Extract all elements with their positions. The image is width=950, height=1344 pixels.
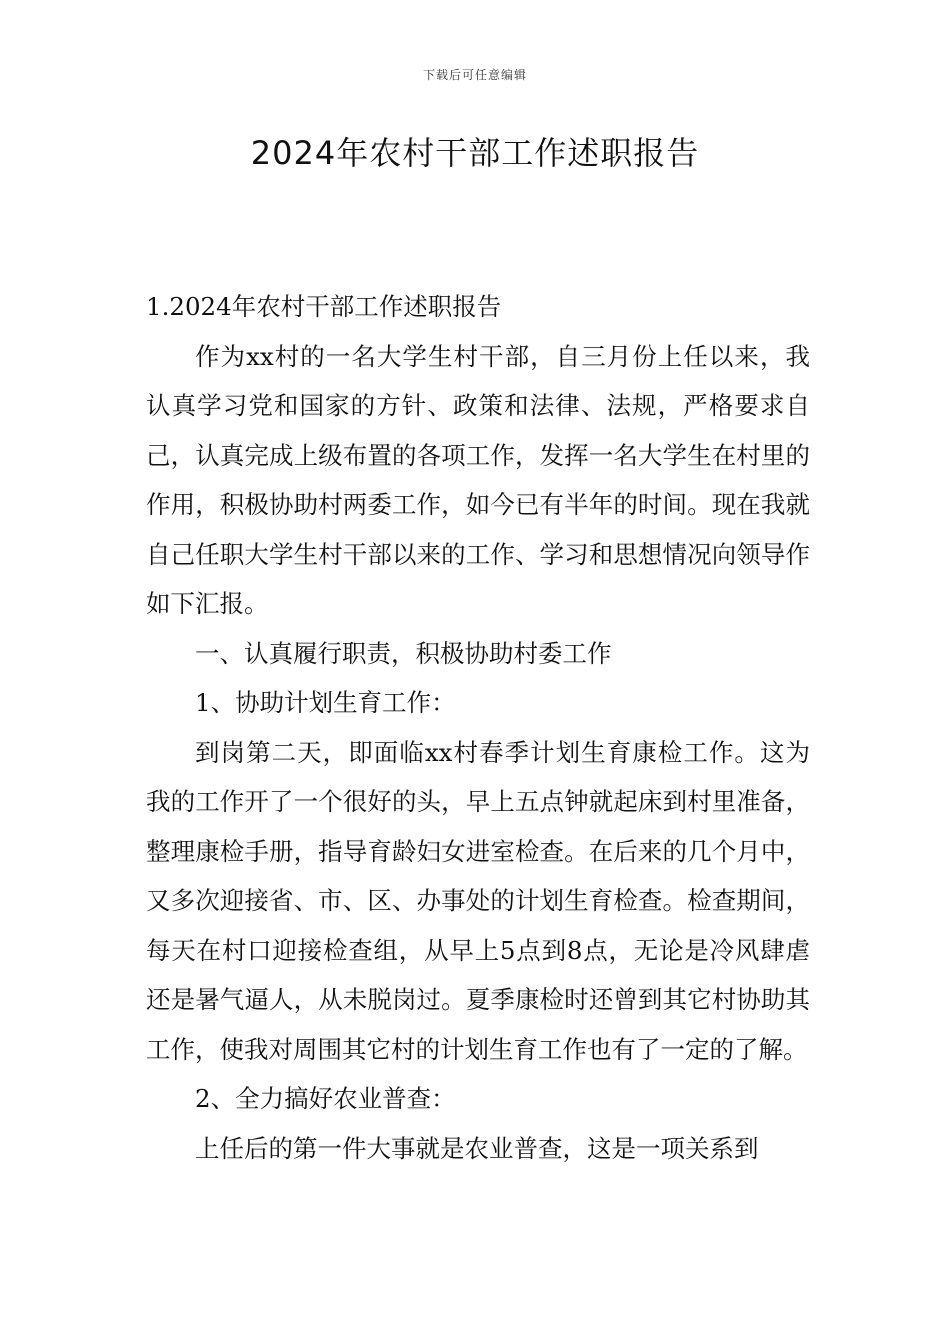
- paragraph-family-planning: 到岗第二天，即面临xx村春季计划生育康检工作。这为我的工作开了一个很好的头，早上五点钟就起床到村里准备，整理康检手册，指导育龄妇女进室检查。在后来的几个月中，又多次迎接省、市、区、办事处的计划生育检查。检查期间，每天在村口迎接检查组，从早上5点到8点，无论是冷风肆虐还是暑气逼人，从未脱岗过。夏季康检时还曾到其它村协助其工作，使我对周围其它村的计划生育工作也有了一定的了解。: [146, 737, 810, 1064]
- paragraph-agri-census: 上任后的第一件大事就是农业普查，这是一项关系到: [195, 1133, 759, 1163]
- document-title: 2024年农村干部工作述职报告: [250, 134, 700, 172]
- paragraph-heading: 1.2024年农村干部工作述职报告: [146, 292, 502, 321]
- paragraph-intro: 作为xx村的一名大学生村干部，自三月份上任以来，我认真学习党和国家的方针、政策和法律、法规，严格要求自己，认真完成上级布置的各项工作，发挥一名大学生在村里的作用，积极协助村两委工作，如今已有半年的时间。现在我就自己任职大学生村干部以来的工作、学习和思想情况向领导作如下汇报。: [146, 341, 810, 618]
- subsection-heading: 2、全力搞好农业普查：: [195, 1084, 456, 1113]
- header-note: 下载后可任意编辑: [422, 68, 527, 82]
- subsection-heading: 1、协助计划生育工作：: [195, 688, 456, 717]
- document-body: [146, 282, 810, 1173]
- section-heading: 一、认真履行职责，积极协助村委工作: [195, 638, 612, 668]
